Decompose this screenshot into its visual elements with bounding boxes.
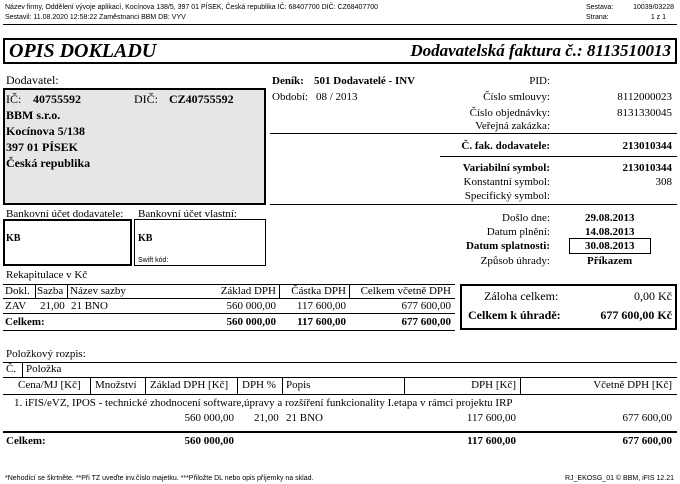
recap-row-nazev: 21 BNO: [71, 300, 108, 312]
info-divider-2: [440, 156, 677, 157]
supplier-bank-value: KB: [6, 233, 21, 244]
due-date-value: 30.08.2013: [585, 240, 635, 252]
recap-header-zaklad: Základ DPH: [220, 285, 276, 297]
payment-method-label: Způsob úhrady:: [480, 255, 550, 267]
denik-label: Deník:: [272, 75, 304, 87]
received-date-value: 29.08.2013: [585, 212, 635, 224]
recap-header-nazev: Název sazby: [70, 285, 126, 297]
items-col-divider: [520, 377, 521, 394]
constant-symbol-value: 308: [655, 176, 672, 188]
item-popis: 21 BNO: [286, 412, 323, 424]
supplier-dic-value: CZ40755592: [169, 92, 234, 106]
items-header-dph-pct: DPH %: [242, 379, 276, 391]
due-date-label: Datum splatnosti:: [465, 240, 550, 252]
recap-row-line: [3, 313, 455, 314]
items-total-line: [3, 431, 677, 433]
sestava-value: 10039/03228: [633, 4, 674, 11]
supplier-name: BBM s.r.o.: [6, 108, 61, 122]
items-total-label: Celkem:: [6, 435, 46, 447]
items-col-divider: [282, 377, 283, 394]
advance-value: 0,00 Kč: [634, 289, 672, 303]
items-header-zaklad: Základ DPH [Kč]: [150, 379, 229, 391]
pid-label: PID:: [529, 75, 550, 87]
items-header-dph: DPH [Kč]: [471, 379, 516, 391]
supplier-dic-label: DIČ:: [134, 92, 158, 106]
items-total-dph: 117 600,00: [467, 435, 516, 447]
swift-label: Swift kód:: [138, 257, 169, 264]
order-number-value: 8131330045: [617, 107, 672, 119]
header-divider: [3, 24, 677, 25]
items-header-vcetne: Včetně DPH [Kč]: [593, 379, 672, 391]
recap-row-dph: 117 600,00: [296, 300, 346, 312]
received-date-label: Došlo dne:: [502, 212, 550, 224]
item-dph: 117 600,00: [466, 412, 516, 424]
fulfillment-date-value: 14.08.2013: [585, 226, 635, 238]
contract-number-value: 8112000023: [617, 91, 672, 103]
recap-header-celkem: Celkem včetně DPH: [360, 285, 451, 297]
supplier-street: Kocínova 5/138: [6, 124, 86, 138]
supplier-bank-box: [3, 219, 132, 266]
obdobi-label: Období:: [272, 91, 309, 103]
items-header-polozka: Položka: [26, 363, 62, 375]
footer-note: *Nehodící se škrtněte. **Při TZ uveďte inv.číslo majetku. ***Přiložte DL nebo opis příjemky na sklad.: [5, 475, 314, 482]
fulfillment-date-label: Datum plnění:: [486, 226, 550, 238]
recap-row-dokl: ZAV: [5, 300, 27, 312]
supplier-invoice-value: 213010344: [622, 140, 672, 152]
item-description: 1. iFIS/eVZ, IPOS - technické zhodnocení software,úpravy a rozšíření funkcionality I.etapa v rámci projektu IRP: [14, 397, 513, 409]
recap-row-sazba: 21,00: [40, 300, 65, 312]
doc-title: OPIS DOKLADU: [9, 40, 157, 62]
recap-header-line: [3, 298, 455, 299]
amount-due-value: 677 600,00 Kč: [600, 308, 672, 322]
items-col-divider: [90, 377, 91, 394]
obdobi-value: 08 / 2013: [316, 91, 358, 103]
supplier-country: Česká republika: [6, 156, 91, 170]
recap-total-zaklad: 560 000,00: [226, 316, 276, 328]
items-header-popis: Popis: [286, 379, 311, 391]
denik-value: 501 Dodavatelé - INV: [314, 75, 416, 87]
supplier-label: Dodavatel:: [6, 73, 59, 87]
items-col-divider: [145, 377, 146, 394]
items-header-bottom-line: [3, 394, 677, 395]
items-col-divider: [237, 377, 238, 394]
contract-number-label: Číslo smlouvy:: [483, 91, 550, 103]
supplier-bank-label: Bankovní účet dodavatele:: [6, 208, 124, 220]
items-header-mnozstvi: Množství: [95, 379, 137, 391]
compiled-line: Sestavil: 11.08.2020 12:58:22 Zaměstnanci BBM DB: VYV: [5, 14, 186, 21]
variable-symbol-value: 213010344: [622, 162, 672, 174]
constant-symbol-label: Konstantní symbol:: [463, 176, 550, 188]
supplier-ic-value: 40755592: [33, 92, 81, 106]
item-dph-pct: 21,00: [254, 412, 279, 424]
recap-total-dph: 117 600,00: [297, 316, 346, 328]
recap-row-celkem: 677 600,00: [401, 300, 451, 312]
supplier-city: 397 01 PÍSEK: [6, 140, 79, 154]
variable-symbol-label: Variabilní symbol:: [462, 162, 550, 174]
recap-col-divider: [67, 284, 68, 298]
items-total-zaklad: 560 000,00: [184, 435, 234, 447]
recap-header-dph: Částka DPH: [291, 285, 346, 297]
footer-code: RJ_EKOSG_01 © BBM, iFIS 12.21: [564, 475, 674, 482]
own-bank-label: Bankovní účet vlastní:: [138, 208, 237, 220]
strana-label: Strana:: [586, 14, 609, 21]
info-divider-1: [270, 133, 677, 134]
company-line: Název firmy, Oddělení vývoje aplikací, Kocínova 138/5, 397 01 PÍSEK, Česká republika IČ: 68407700 DIČ: CZ68407700: [5, 4, 379, 11]
items-header-cena: Cena/MJ [Kč]: [18, 379, 81, 391]
items-col-divider: [404, 377, 405, 394]
specific-symbol-label: Specifický symbol:: [464, 190, 550, 202]
amount-due-label: Celkem k úhradě:: [468, 308, 561, 322]
item-vcetne: 677 600,00: [622, 412, 672, 424]
public-contract-label: Veřejná zakázka:: [475, 120, 550, 132]
recap-bottom-line: [3, 330, 455, 331]
supplier-ic-label: IČ:: [6, 92, 22, 106]
recap-row-zaklad: 560 000,00: [226, 300, 276, 312]
items-top-line: [3, 362, 677, 363]
supplier-invoice-label: Č. fak. dodavatele:: [461, 140, 550, 152]
items-col-divider: [22, 362, 23, 377]
strana-value: 1 z 1: [650, 14, 666, 21]
info-divider-3: [270, 204, 677, 205]
payment-method-value: Příkazem: [587, 255, 633, 267]
items-total-vcetne: 677 600,00: [622, 435, 672, 447]
order-number-label: Číslo objednávky:: [469, 107, 550, 119]
items-header-cislo: Č.: [6, 363, 17, 375]
items-header-line: [3, 377, 677, 378]
advance-label: Záloha celkem:: [484, 289, 559, 303]
items-title: Položkový rozpis:: [6, 348, 86, 360]
sestava-label: Sestava:: [586, 4, 614, 11]
recap-col-divider: [35, 284, 36, 298]
item-zaklad: 560 000,00: [184, 412, 234, 424]
recap-header-dokl: Dokl.: [5, 285, 30, 297]
recap-total-label: Celkem:: [5, 316, 45, 328]
recap-total-celkem: 677 600,00: [401, 316, 451, 328]
recap-header-sazba: Sazba: [37, 285, 64, 297]
invoice-title: Dodavatelská faktura č.: 8113510013: [410, 41, 671, 60]
own-bank-value: KB: [138, 233, 153, 244]
recap-title: Rekapitulace v Kč: [6, 269, 88, 281]
